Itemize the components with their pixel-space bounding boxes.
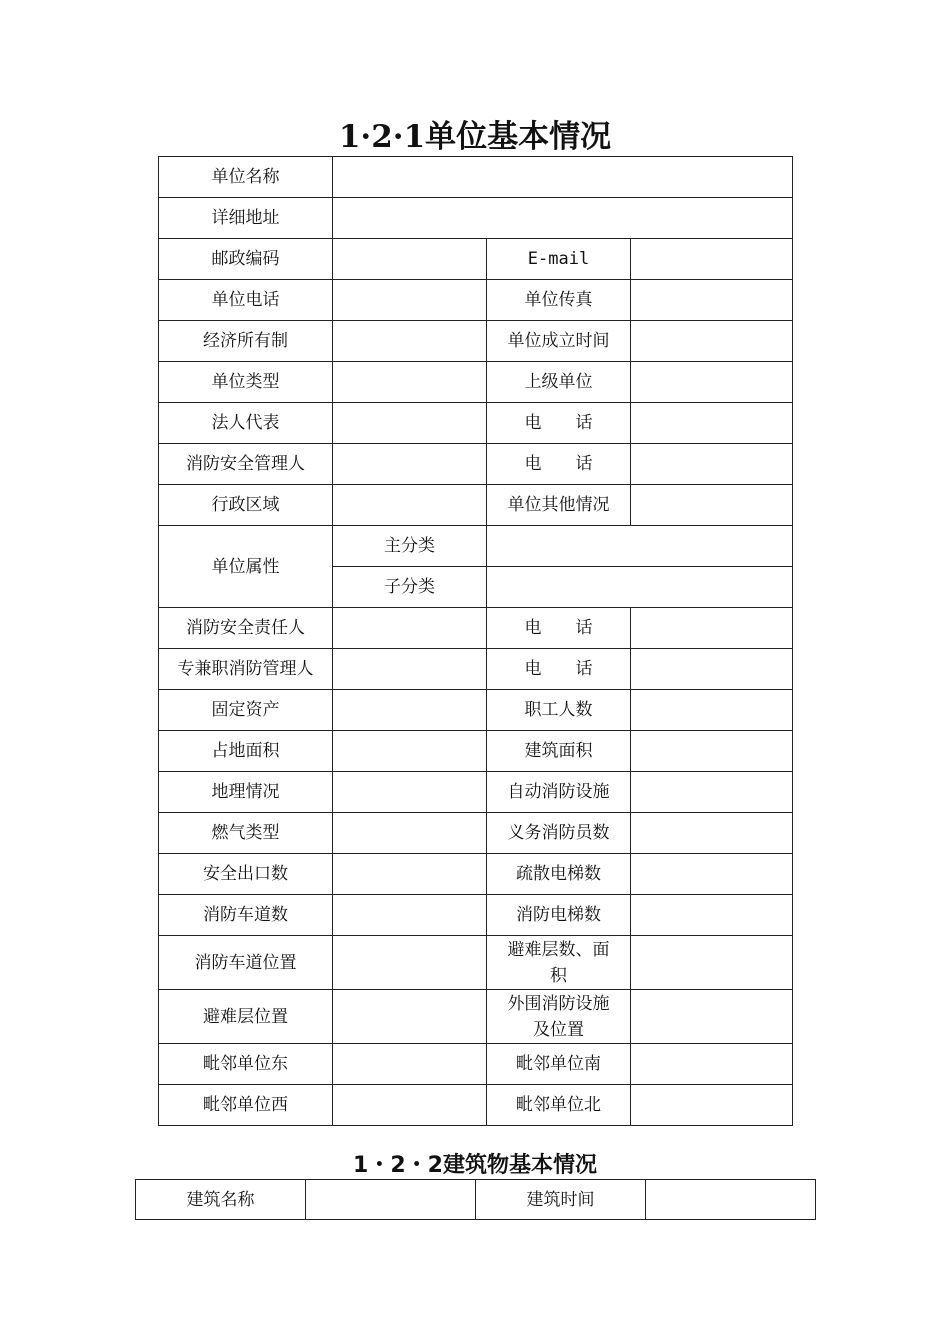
label-fire-lane-location: 消防车道位置 [159, 936, 333, 990]
value-fire-manager[interactable] [333, 444, 487, 485]
value-phone[interactable] [333, 280, 487, 321]
value-staff-count[interactable] [631, 690, 793, 731]
value-sub-class[interactable] [487, 567, 793, 608]
label-attribute: 单位属性 [159, 526, 333, 608]
value-fire-lane-location[interactable] [333, 936, 487, 990]
label-fire-manager-phone: 电 话 [487, 444, 631, 485]
label-fulltime-manager-phone: 电 话 [487, 649, 631, 690]
label-external-facilities: 外围消防设施 及位置 [487, 990, 631, 1044]
label-auto-fire: 自动消防设施 [487, 772, 631, 813]
label-fire-elevators: 消防电梯数 [487, 895, 631, 936]
label-fixed-assets: 固定资产 [159, 690, 333, 731]
label-adj-west: 毗邻单位西 [159, 1085, 333, 1126]
label-building-name: 建筑名称 [136, 1180, 306, 1220]
label-main-class: 主分类 [333, 526, 487, 567]
label-build-time: 建筑时间 [476, 1180, 646, 1220]
label-staff-count: 职工人数 [487, 690, 631, 731]
value-email[interactable] [631, 239, 793, 280]
label-gas-type: 燃气类型 [159, 813, 333, 854]
label-sub-class: 子分类 [333, 567, 487, 608]
value-building-name[interactable] [306, 1180, 476, 1220]
label-other-info: 单位其他情况 [487, 485, 631, 526]
value-fire-responsible[interactable] [333, 608, 487, 649]
value-build-time[interactable] [646, 1180, 816, 1220]
label-evac-elevators: 疏散电梯数 [487, 854, 631, 895]
label-superior: 上级单位 [487, 362, 631, 403]
value-fulltime-manager[interactable] [333, 649, 487, 690]
building-info-table [135, 1179, 816, 1220]
label-phone: 单位电话 [159, 280, 333, 321]
value-gas-type[interactable] [333, 813, 487, 854]
label-founded: 单位成立时间 [487, 321, 631, 362]
value-region[interactable] [333, 485, 487, 526]
value-building-area[interactable] [631, 731, 793, 772]
value-adj-west[interactable] [333, 1085, 487, 1126]
label-refuge-location: 避难层位置 [159, 990, 333, 1044]
value-land-area[interactable] [333, 731, 487, 772]
value-founded[interactable] [631, 321, 793, 362]
label-legal-rep: 法人代表 [159, 403, 333, 444]
value-adj-east[interactable] [333, 1044, 487, 1085]
label-adj-south: 毗邻单位南 [487, 1044, 631, 1085]
value-unit-type[interactable] [333, 362, 487, 403]
value-legal-rep-phone[interactable] [631, 403, 793, 444]
value-fire-responsible-phone[interactable] [631, 608, 793, 649]
label-volunteer-count: 义务消防员数 [487, 813, 631, 854]
value-exits[interactable] [333, 854, 487, 895]
label-unit-name: 单位名称 [159, 157, 333, 198]
value-unit-name[interactable] [333, 157, 793, 198]
unit-info-table [158, 156, 793, 1126]
section-2-title: 1・2・2建筑物基本情况 [353, 1153, 597, 1178]
value-ownership[interactable] [333, 321, 487, 362]
label-fire-manager: 消防安全管理人 [159, 444, 333, 485]
value-geography[interactable] [333, 772, 487, 813]
value-auto-fire[interactable] [631, 772, 793, 813]
label-fire-lanes: 消防车道数 [159, 895, 333, 936]
value-fire-manager-phone[interactable] [631, 444, 793, 485]
label-adj-north: 毗邻单位北 [487, 1085, 631, 1126]
label-land-area: 占地面积 [159, 731, 333, 772]
label-fulltime-manager: 专兼职消防管理人 [159, 649, 333, 690]
label-exits: 安全出口数 [159, 854, 333, 895]
value-address[interactable] [333, 198, 793, 239]
value-other-info[interactable] [631, 485, 793, 526]
label-geography: 地理情况 [159, 772, 333, 813]
label-postal: 邮政编码 [159, 239, 333, 280]
label-region: 行政区域 [159, 485, 333, 526]
value-main-class[interactable] [487, 526, 793, 567]
value-evac-elevators[interactable] [631, 854, 793, 895]
value-adj-north[interactable] [631, 1085, 793, 1126]
value-fire-elevators[interactable] [631, 895, 793, 936]
value-fixed-assets[interactable] [333, 690, 487, 731]
value-refuge-location[interactable] [333, 990, 487, 1044]
label-email: E-mail [487, 239, 631, 280]
label-fax: 单位传真 [487, 280, 631, 321]
label-building-area: 建筑面积 [487, 731, 631, 772]
value-postal[interactable] [333, 239, 487, 280]
label-ownership: 经济所有制 [159, 321, 333, 362]
label-address: 详细地址 [159, 198, 333, 239]
value-fax[interactable] [631, 280, 793, 321]
section-1-title: 1·2·1单位基本情况 [338, 119, 612, 155]
value-adj-south[interactable] [631, 1044, 793, 1085]
value-fulltime-manager-phone[interactable] [631, 649, 793, 690]
value-external-facilities[interactable] [631, 990, 793, 1044]
value-refuge-floors[interactable] [631, 936, 793, 990]
value-legal-rep[interactable] [333, 403, 487, 444]
label-refuge-floors: 避难层数、面 积 [487, 936, 631, 990]
label-fire-responsible: 消防安全责任人 [159, 608, 333, 649]
label-legal-rep-phone: 电 话 [487, 403, 631, 444]
label-adj-east: 毗邻单位东 [159, 1044, 333, 1085]
label-unit-type: 单位类型 [159, 362, 333, 403]
value-volunteer-count[interactable] [631, 813, 793, 854]
value-fire-lanes[interactable] [333, 895, 487, 936]
value-superior[interactable] [631, 362, 793, 403]
label-fire-responsible-phone: 电 话 [487, 608, 631, 649]
